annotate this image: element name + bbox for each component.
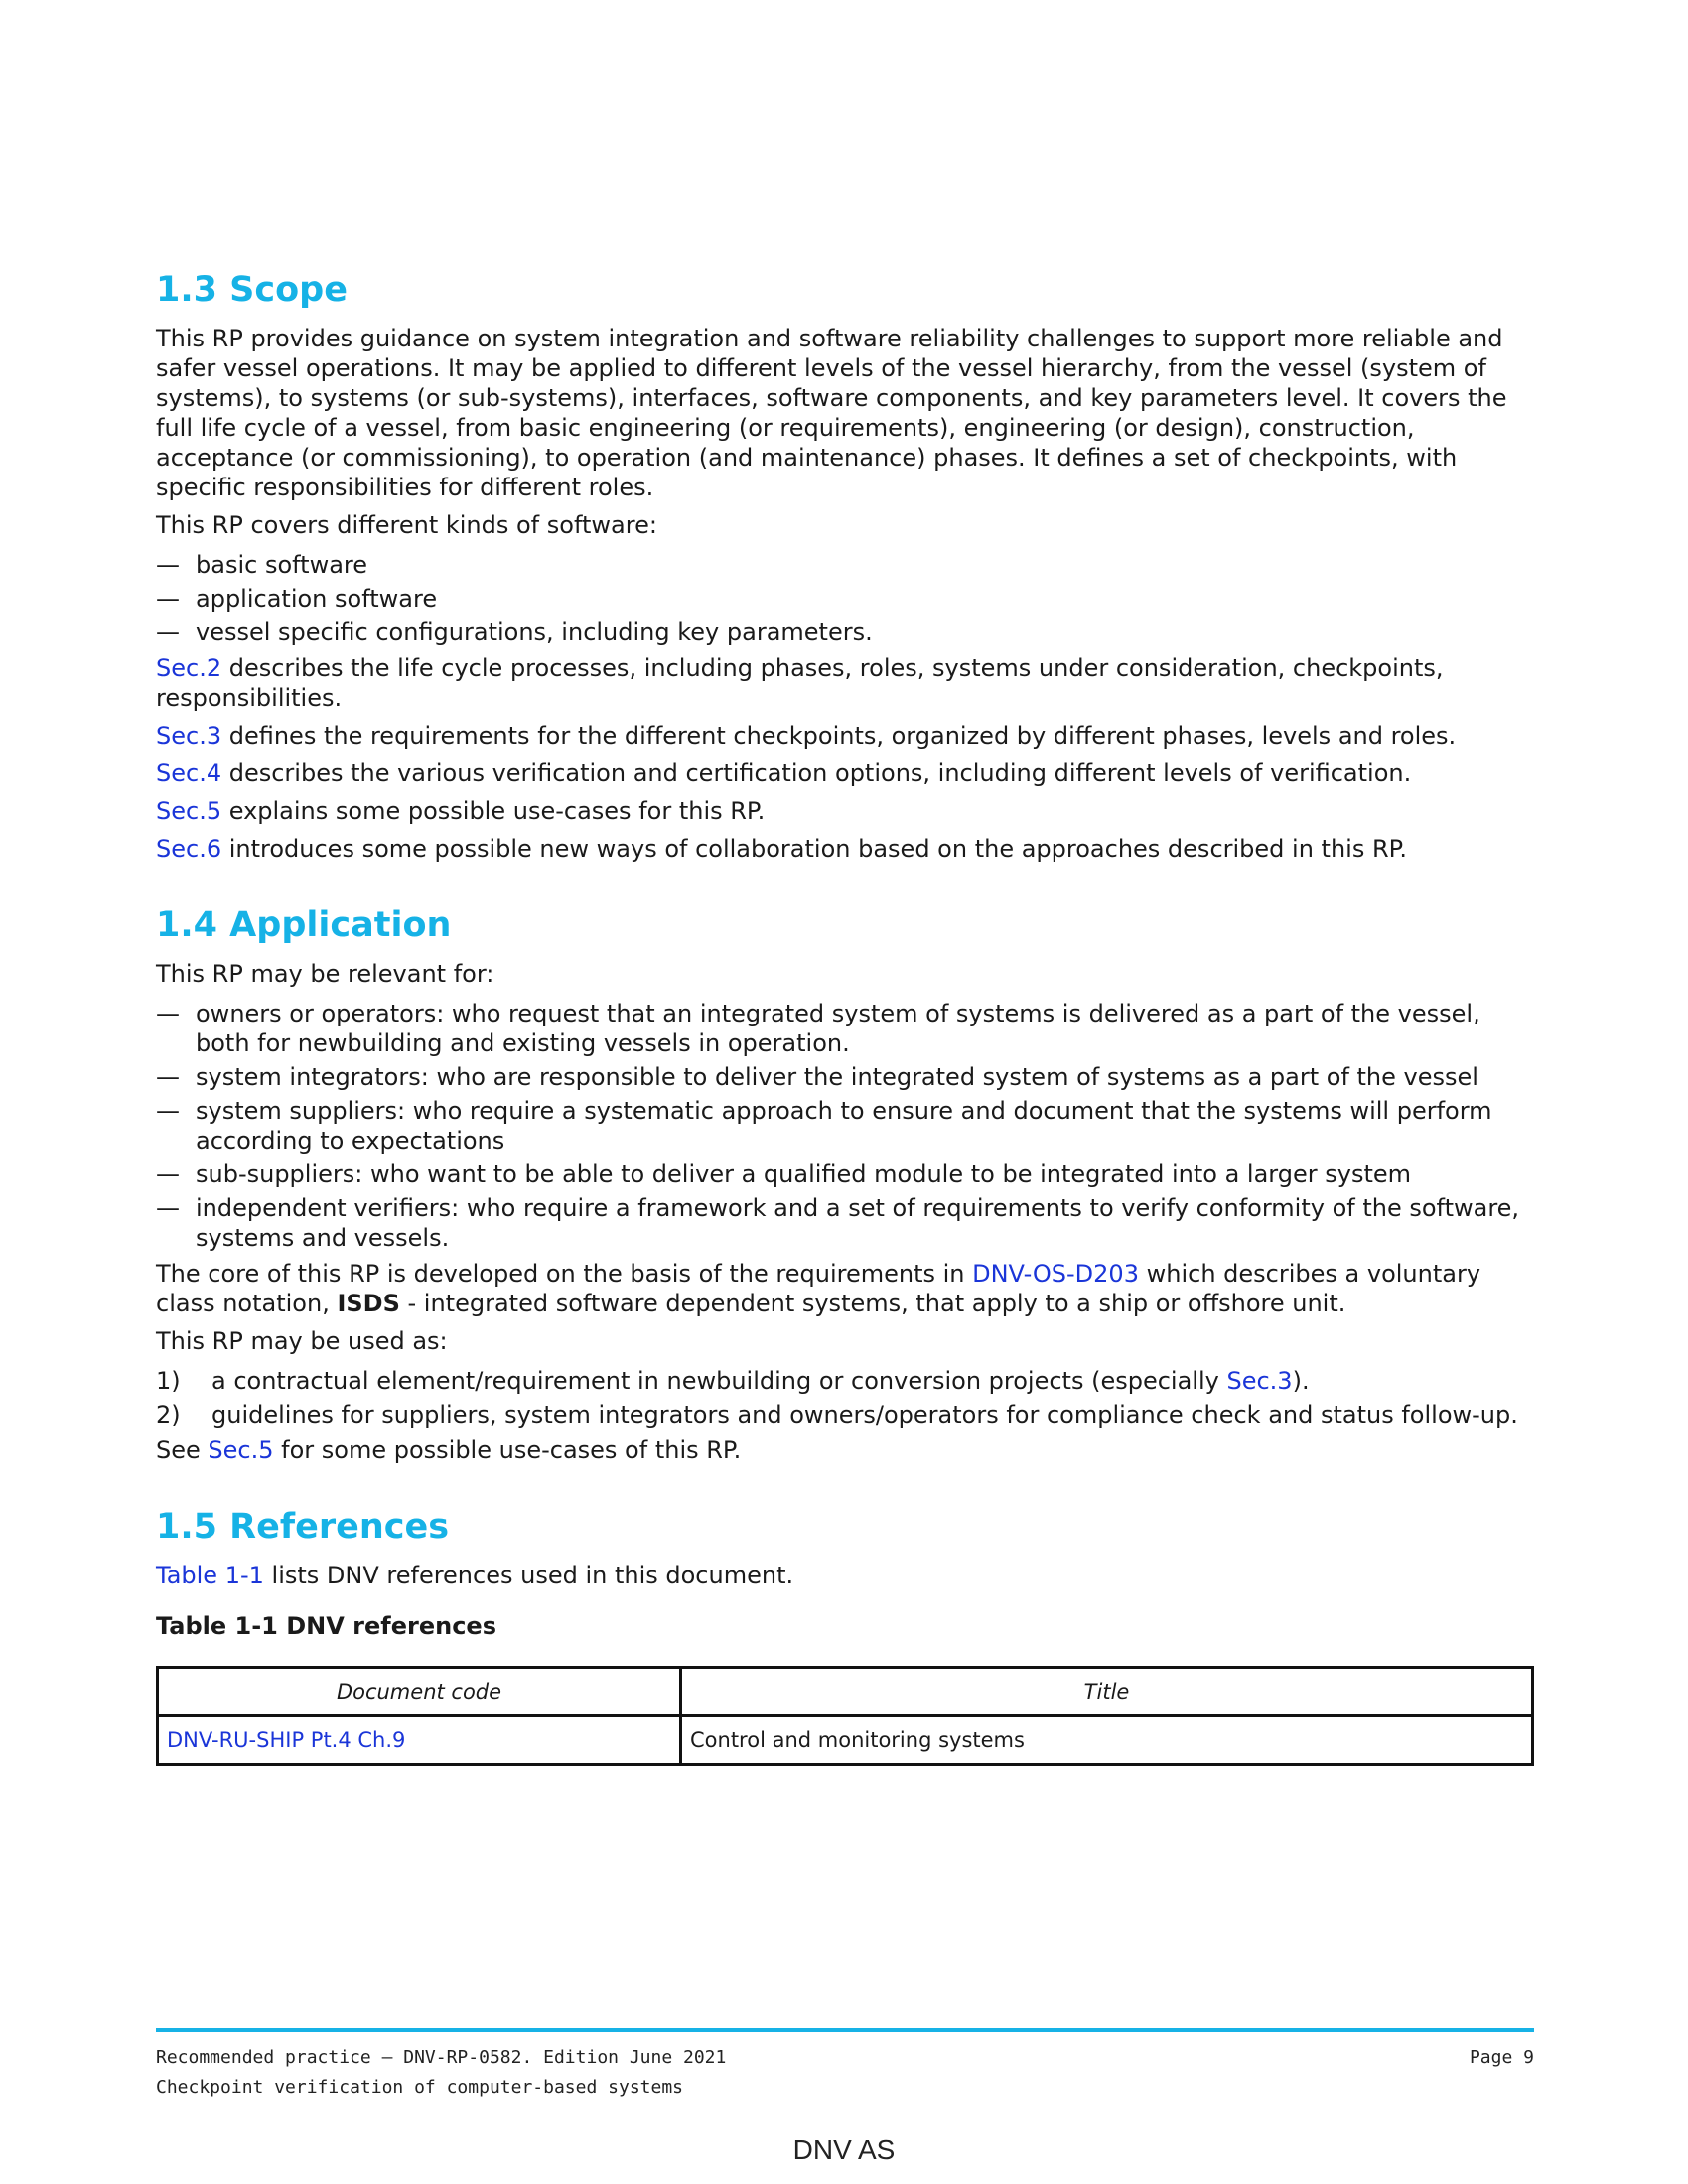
page-number: Page 9 xyxy=(1469,2047,1534,2068)
isds-term: ISDS xyxy=(337,1290,400,1317)
references-heading: 1.5 References xyxy=(156,1507,450,1547)
scope-paragraph-1: This RP provides guidance on system integration and software reliability challenges to support more reliable and safer vessel operations. It may be applied to different levels of the vessel hierarchy, from the vessel (system of systems), to systems (or sub-systems), interfaces, software components, and key parameters level. It covers the full life cycle of a vessel, from basic engineering (or requirements), engineering (or design), construction, acceptance (or commissioning), to operation (and maintenance) phases. It defines a set of checkpoints, with specific responsibilities for different roles. xyxy=(156,325,1507,501)
list-item xyxy=(156,550,1531,580)
sec-ref-paragraph xyxy=(156,796,1531,826)
sec-ref-paragraph xyxy=(156,653,1531,713)
software-kinds-list xyxy=(156,550,1531,647)
references-table xyxy=(156,1666,1534,1766)
list-item xyxy=(156,1062,1531,1092)
list-item-text: system suppliers: who require a systematic approach to ensure and document that the systems will perform according to expectations xyxy=(196,1097,1492,1155)
sec-ref-paragraph xyxy=(156,834,1531,864)
list-item-text: guidelines for suppliers, system integrators and owners/operators for compliance check and status follow-up. xyxy=(211,1401,1518,1429)
core-text: - integrated software dependent systems, that apply to a ship or offshore unit. xyxy=(399,1290,1346,1317)
sec-ref-text: introduces some possible new ways of collaboration based on the approaches described in this RP. xyxy=(221,835,1407,863)
sec5-link[interactable]: Sec.5 xyxy=(156,797,222,825)
section-application xyxy=(156,903,1531,1465)
core-text: The core of this RP is developed on the basis of the requirements in xyxy=(156,1260,973,1288)
usage-list xyxy=(156,1366,1531,1430)
footer-divider xyxy=(156,2028,1534,2032)
dash-marker: — xyxy=(156,618,180,646)
number-marker: 2) xyxy=(156,1401,181,1429)
application-intro: This RP may be relevant for: xyxy=(156,960,494,988)
see-paragraph xyxy=(156,1435,1531,1465)
table-cell-code xyxy=(158,1716,681,1765)
number-marker: 1) xyxy=(156,1367,181,1395)
sec4-link[interactable]: Sec.4 xyxy=(156,759,222,787)
dnv-ru-ship-link[interactable]: DNV-RU-SHIP Pt.4 Ch.9 xyxy=(167,1728,406,1752)
list-item-text: owners or operators: who request that an integrated system of systems is delivered as a part of the vessel, both for newbuilding and existing vessels in operation. xyxy=(196,1000,1480,1057)
relevance-list xyxy=(156,999,1531,1253)
sec-ref-text: defines the requirements for the different checkpoints, organized by different phases, levels and roles. xyxy=(221,722,1457,750)
section-scope xyxy=(156,268,1531,864)
scope-heading: 1.3 Scope xyxy=(156,270,348,310)
see-text: See xyxy=(156,1436,209,1464)
sec-ref-text: explains some possible use-cases for this RP. xyxy=(221,797,766,825)
list-item xyxy=(156,1366,1531,1396)
list-item xyxy=(156,999,1531,1058)
sec3-link[interactable]: Sec.3 xyxy=(156,722,222,750)
table-caption: Table 1-1 DNV references xyxy=(156,1612,496,1640)
list-item xyxy=(156,1160,1531,1189)
footer-line-1: Recommended practice — DNV-RP-0582. Edition June 2021 xyxy=(156,2047,727,2068)
list-item-text: application software xyxy=(196,585,438,613)
core-text: which describes a voluntary class notation, xyxy=(156,1260,1481,1317)
list-item xyxy=(156,1400,1531,1430)
dash-marker: — xyxy=(156,585,180,613)
dash-marker: — xyxy=(156,1194,180,1222)
application-heading: 1.4 Application xyxy=(156,905,452,945)
sec6-link[interactable]: Sec.6 xyxy=(156,835,222,863)
sec2-link[interactable]: Sec.2 xyxy=(156,654,222,682)
list-item-text: independent verifiers: who require a framework and a set of requirements to verify conformity of the software, systems and vessels. xyxy=(196,1194,1520,1252)
page-footer xyxy=(156,2043,1534,2103)
organization-name: DNV AS xyxy=(792,2134,896,2165)
scope-paragraph-2: This RP covers different kinds of software: xyxy=(156,511,657,539)
see-text: for some possible use-cases of this RP. xyxy=(273,1436,742,1464)
list-item-text: basic software xyxy=(196,551,368,579)
list-item-text: ). xyxy=(1292,1367,1310,1395)
list-item-text: system integrators: who are responsible to deliver the integrated system of systems as a part of the vessel xyxy=(196,1063,1478,1091)
page-content xyxy=(156,268,1531,1806)
table-cell-title: Control and monitoring systems xyxy=(681,1716,1533,1765)
references-intro-text: lists DNV references used in this document. xyxy=(263,1562,794,1589)
list-item xyxy=(156,584,1531,614)
sec-ref-paragraph xyxy=(156,758,1531,788)
sec-ref-text: describes the life cycle processes, including phases, roles, systems under consideration, checkpoints, responsibilities. xyxy=(156,654,1444,712)
column-header-title: Title xyxy=(681,1668,1533,1716)
dash-marker: — xyxy=(156,551,180,579)
sec3-link[interactable]: Sec.3 xyxy=(1226,1367,1293,1395)
section-references xyxy=(156,1505,1531,1766)
list-item xyxy=(156,1096,1531,1156)
list-item-text: sub-suppliers: who want to be able to deliver a qualified module to be integrated into a larger system xyxy=(196,1160,1412,1188)
table-header-row xyxy=(158,1668,1533,1716)
list-item-text: vessel specific configurations, including key parameters. xyxy=(196,618,873,646)
list-item-text: a contractual element/requirement in newbuilding or conversion projects (especially xyxy=(211,1367,1227,1395)
list-item xyxy=(156,1193,1531,1253)
column-header-document-code: Document code xyxy=(158,1668,681,1716)
used-as-paragraph: This RP may be used as: xyxy=(156,1327,448,1355)
dash-marker: — xyxy=(156,1097,180,1125)
dnv-os-d203-link[interactable]: DNV-OS-D203 xyxy=(972,1260,1139,1288)
sec5-link[interactable]: Sec.5 xyxy=(208,1436,274,1464)
dash-marker: — xyxy=(156,1000,180,1027)
sec-ref-text: describes the various verification and certification options, including different levels of verification. xyxy=(221,759,1412,787)
footer-line-2: Checkpoint verification of computer-based systems xyxy=(156,2077,684,2098)
list-item xyxy=(156,617,1531,647)
core-paragraph xyxy=(156,1259,1531,1318)
dash-marker: — xyxy=(156,1160,180,1188)
references-intro xyxy=(156,1561,1531,1590)
table-row xyxy=(158,1716,1533,1765)
table-1-1-link[interactable]: Table 1-1 xyxy=(156,1562,264,1589)
dash-marker: — xyxy=(156,1063,180,1091)
sec-ref-paragraph xyxy=(156,721,1531,751)
